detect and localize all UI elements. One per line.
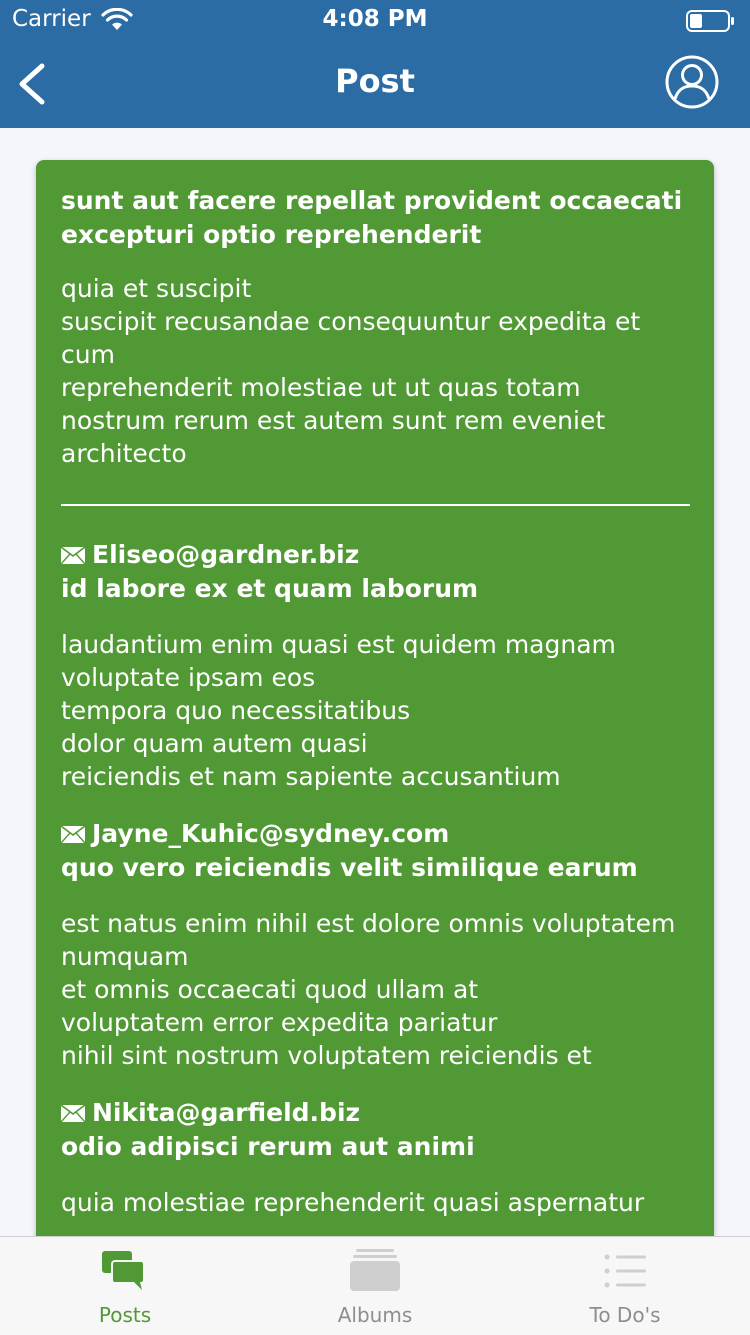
page-title: Post xyxy=(335,62,415,100)
envelope-icon xyxy=(61,1105,85,1122)
tab-todos[interactable] xyxy=(500,1237,750,1335)
tab-albums[interactable] xyxy=(250,1237,500,1335)
navigation-bar xyxy=(0,40,750,128)
comment-item xyxy=(61,817,690,1072)
comment-name: odio adipisci rerum aut animi xyxy=(61,1132,475,1161)
battery-icon xyxy=(686,10,736,32)
comment-header xyxy=(61,538,690,572)
envelope-icon xyxy=(61,826,85,843)
post-content[interactable] xyxy=(0,128,750,1236)
comment-name: id labore ex et quam laborum xyxy=(61,574,479,603)
comment-email: Eliseo@gardner.biz xyxy=(92,540,360,569)
comment-body: laudantium enim quasi est quidem magnam voluptate ipsam eos tempora quo necessitatibus dolor quam autem quasi reiciendis et nam sapiente accusantium xyxy=(61,630,616,791)
envelope-icon xyxy=(61,547,85,564)
comment-item xyxy=(61,538,690,793)
status-bar xyxy=(0,0,750,40)
tab-posts[interactable] xyxy=(0,1237,250,1335)
list-icon xyxy=(600,1249,650,1293)
comment-item xyxy=(61,1096,690,1219)
chat-bubbles-icon xyxy=(100,1249,150,1293)
carrier-label: Carrier xyxy=(12,6,91,32)
comment-header xyxy=(61,1096,690,1130)
chevron-left-icon[interactable] xyxy=(8,58,58,110)
clock: 4:08 PM xyxy=(322,6,428,32)
albums-stack-icon xyxy=(350,1249,400,1293)
tab-label: Albums xyxy=(337,1303,413,1327)
tab-bar xyxy=(0,1236,750,1334)
post-card xyxy=(36,160,714,1236)
comment-name: quo vero reiciendis velit similique earum xyxy=(61,853,638,882)
comment-body: est natus enim nihil est dolore omnis voluptatem numquam et omnis occaecati quod ullam at voluptatem error expedita pariatur nihil sint nostrum voluptatem reiciendis et xyxy=(61,909,676,1070)
comment-body: quia molestiae reprehenderit quasi aspernatur xyxy=(61,1188,645,1217)
post-body: quia et suscipit suscipit recusandae consequuntur expedita et cum reprehenderit molestiae ut ut quas totam nostrum rerum est autem sunt rem eveniet architecto xyxy=(61,274,641,468)
comment-header xyxy=(61,817,690,851)
tab-label: Posts xyxy=(98,1303,152,1327)
post-title: sunt aut facere repellat provident occaecati excepturi optio reprehenderit xyxy=(61,186,683,249)
divider xyxy=(61,504,690,506)
tab-label: To Do's xyxy=(589,1303,661,1327)
comment-email: Nikita@garfield.biz xyxy=(92,1098,361,1127)
user-circle-icon[interactable] xyxy=(664,54,720,110)
comment-email: Jayne_Kuhic@sydney.com xyxy=(92,819,450,848)
